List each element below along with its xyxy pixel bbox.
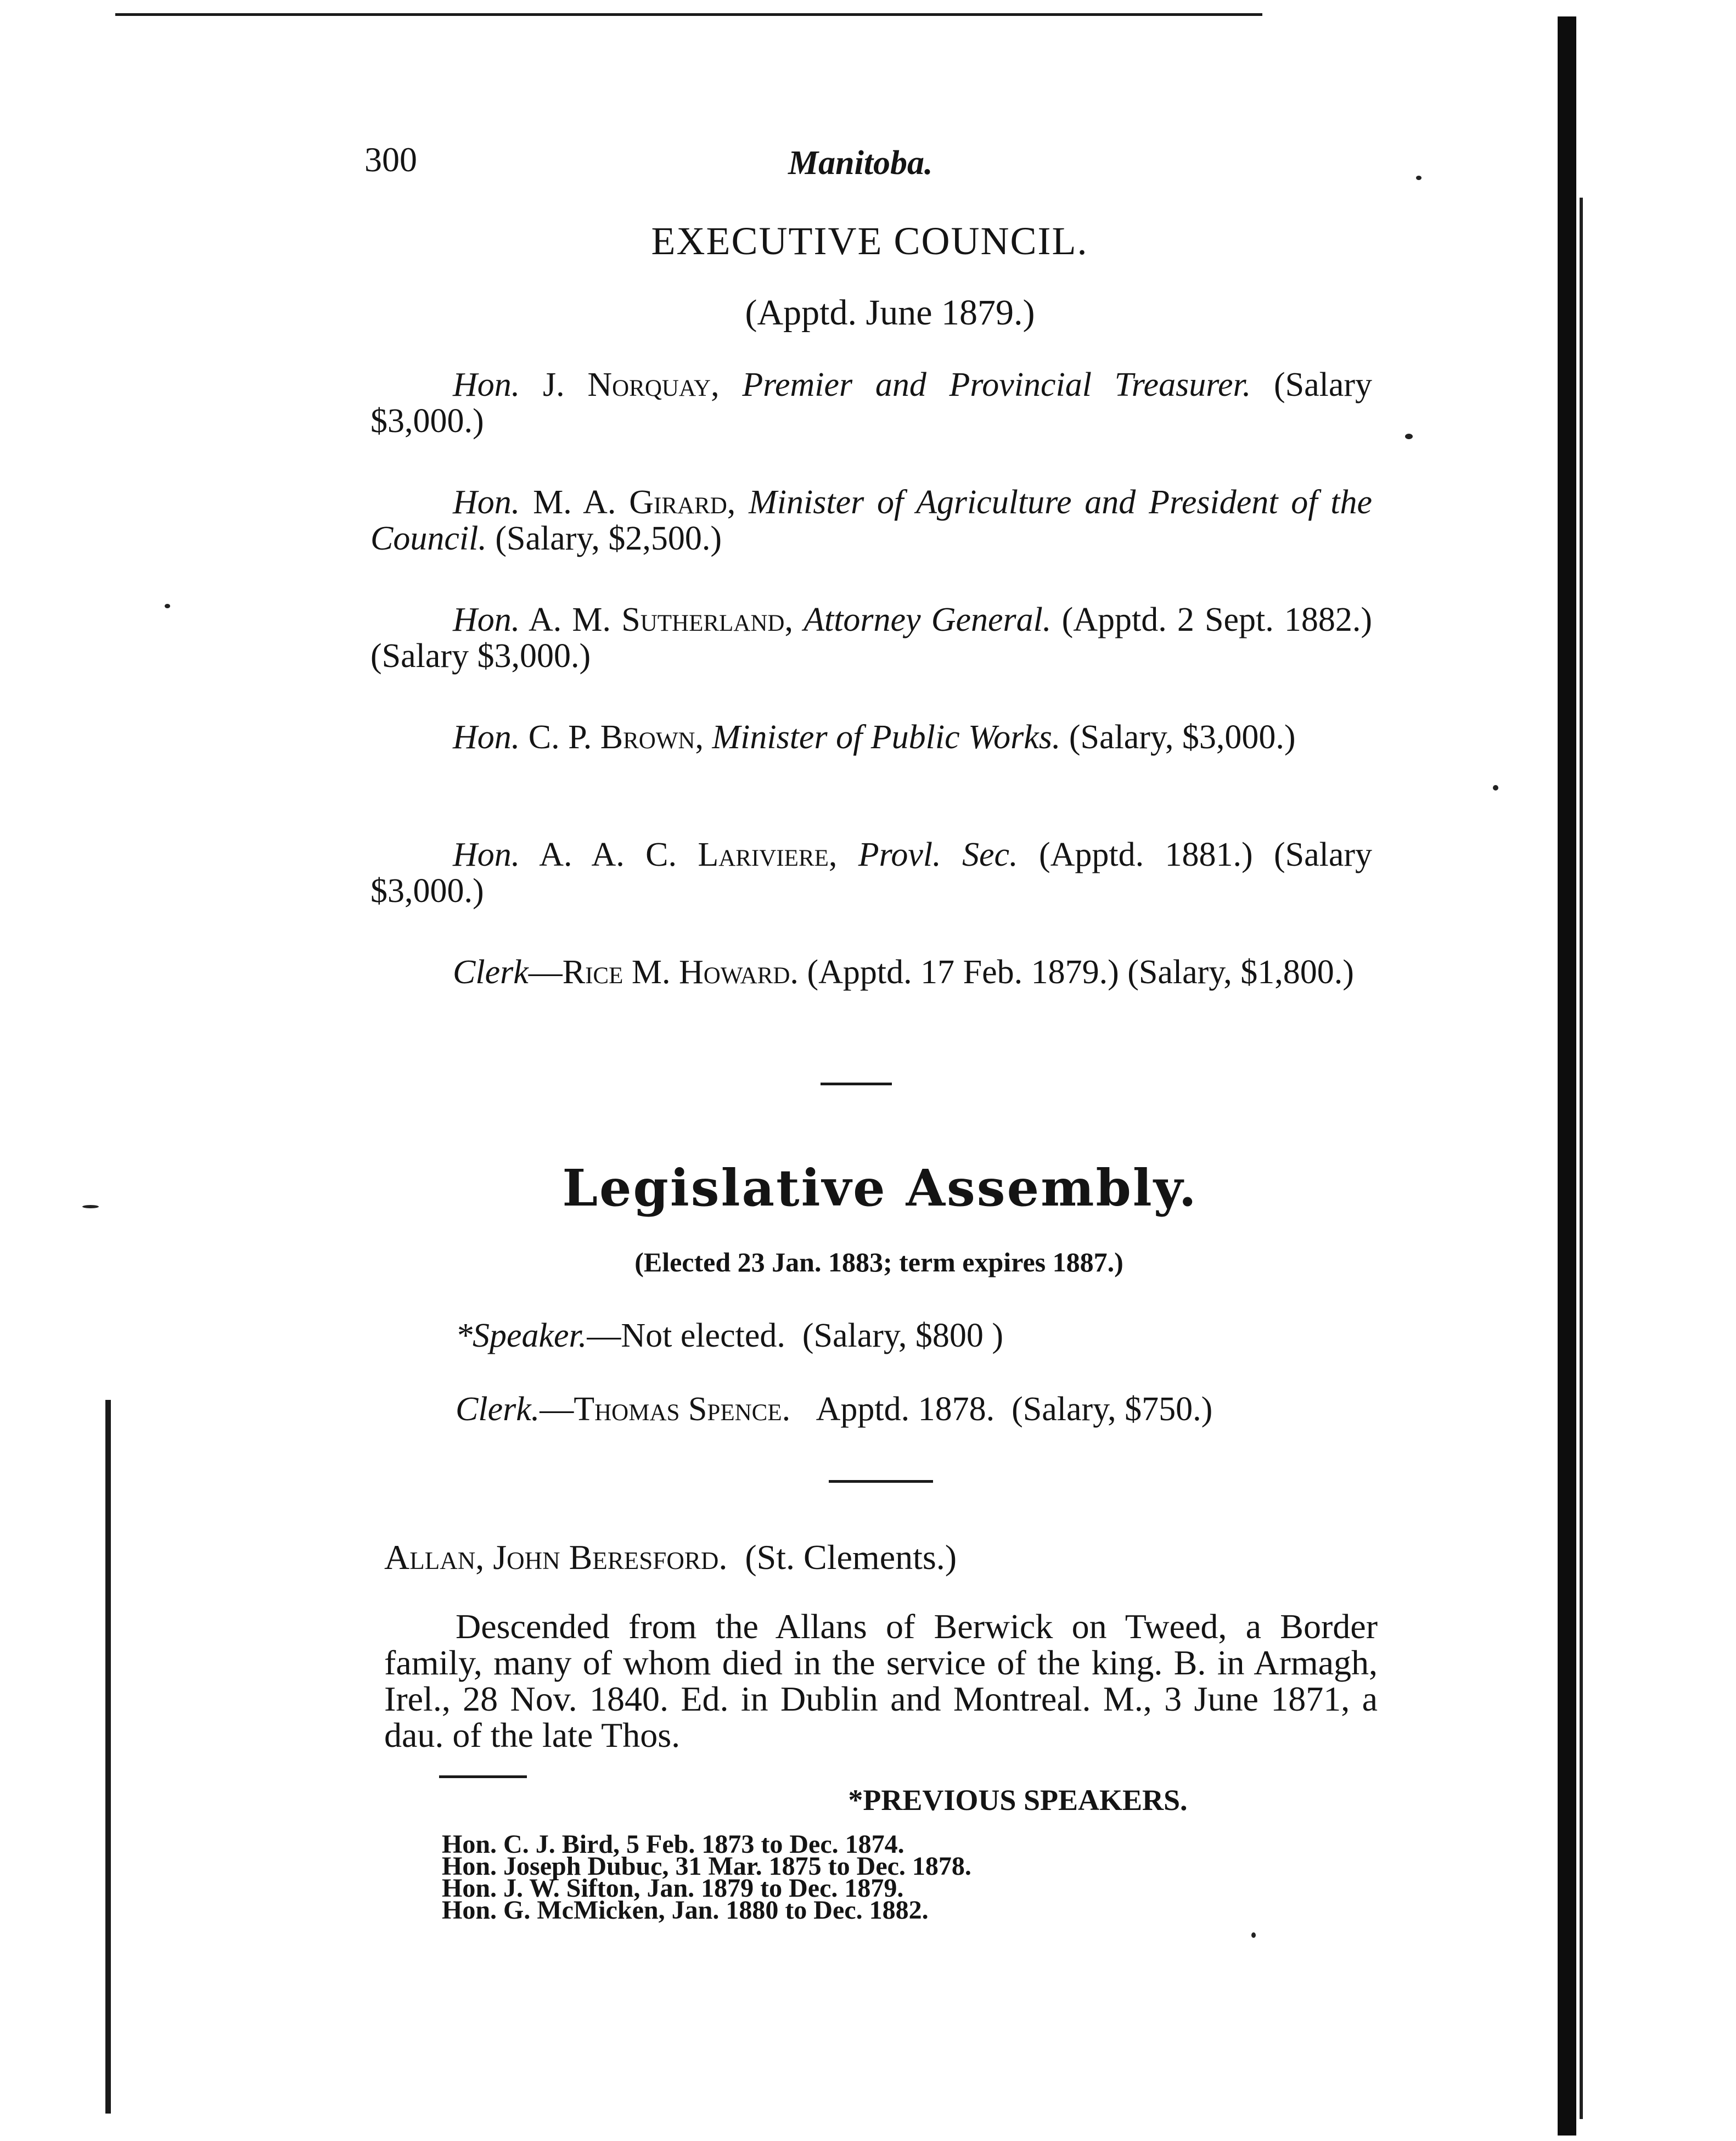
member-hon: Hon. (453, 366, 520, 403)
scan-speck (1405, 434, 1413, 439)
member-initials: A. M. (529, 601, 611, 638)
member-initials: M. A. (533, 484, 616, 521)
member-entry-constituency: (St. Clements.) (745, 1538, 957, 1577)
scan-speck (1251, 1932, 1256, 1938)
member-initials: A. A. C. (539, 836, 677, 873)
member-surname: Brown, (600, 719, 704, 756)
page-number: 300 (364, 140, 417, 179)
member-hon: Hon. (453, 719, 520, 756)
clerk-dash: — (528, 954, 563, 991)
council-member-brown (370, 719, 1372, 755)
member-surname: Girard, (629, 484, 736, 521)
assembly-clerk-salary: (Salary, $750.) (1012, 1391, 1213, 1428)
member-initials: J. (542, 366, 565, 403)
member-office: Premier and Provincial Treasurer. (742, 366, 1251, 403)
section-divider (821, 1083, 892, 1085)
legislative-assembly-subtitle: (Elected 23 Jan. 1883; term expires 1887.) (634, 1247, 1123, 1277)
previous-speaker-item: Hon. J. W. Sifton, Jan. 1879 to Dec. 1879. (442, 1874, 904, 1903)
footnote-divider (439, 1775, 527, 1778)
scan-speck (1416, 176, 1422, 180)
previous-speakers-title: *PREVIOUS SPEAKERS. (848, 1784, 1188, 1817)
member-detail: (Apptd. 1881.) (Salary $3,000.) (370, 836, 1373, 910)
member-detail: (Apptd. 2 Sept. 1882.) (Salary $3,000.) (370, 601, 1373, 675)
member-heading (384, 1537, 957, 1578)
scan-speck (1493, 785, 1498, 791)
speaker-salary: (Salary, $800 ) (802, 1317, 1004, 1354)
clerk-detail: (Apptd. 17 Feb. 1879.) (Salary, $1,800.) (807, 954, 1354, 991)
member-office: Minister of Agriculture and President of the Council. (370, 484, 1373, 557)
member-surname: Lariviere, (698, 836, 838, 873)
previous-speakers-list (442, 1830, 971, 1925)
clerk-name: Rice M. Howard. (562, 954, 799, 991)
section-divider (829, 1480, 933, 1483)
member-entry-name: Allan, John Beresford. (384, 1538, 728, 1577)
speaker-text: —Not elected. (587, 1317, 785, 1354)
member-office: Provl. Sec. (858, 836, 1018, 873)
council-member-lariviere (370, 837, 1372, 909)
member-hon: Hon. (453, 484, 520, 521)
member-biography (384, 1608, 1378, 1753)
member-hon: Hon. (453, 836, 520, 873)
member-office: Attorney General. (804, 601, 1052, 638)
council-clerk (370, 954, 1372, 990)
speaker-line (456, 1316, 1003, 1355)
council-member-girard (370, 484, 1372, 557)
member-surname: Norquay, (587, 366, 720, 403)
legislative-assembly-title: Legislative Assembly. (562, 1158, 1198, 1218)
member-surname: Sutherland, (621, 601, 793, 638)
executive-council-title: EXECUTIVE COUNCIL. (651, 219, 1088, 263)
member-office: Minister of Public Works. (712, 719, 1061, 756)
previous-speaker-item: Hon. G. McMicken, Jan. 1880 to Dec. 1882. (442, 1896, 929, 1925)
clerk-label: Clerk (453, 954, 529, 991)
speaker-label: *Speaker. (456, 1317, 587, 1354)
scan-left-edge (105, 1400, 111, 2114)
member-entry-bio: Descended from the Allans of Berwick on Tweed, a Border family, many of whom died in the service of the king. B. in Armagh, Irel., 28 Nov. 1840. Ed. in Dublin and Montreal. M., 3 June 1871, a dau. of the late Thos. (384, 1607, 1378, 1755)
assembly-clerk-name: —Thomas Spence. (540, 1391, 791, 1428)
member-detail: (Salary $3,000.) (370, 366, 1373, 440)
member-hon: Hon. (453, 601, 520, 638)
member-detail: (Salary, $3,000.) (1069, 719, 1296, 756)
previous-speaker-item: Hon. C. J. Bird, 5 Feb. 1873 to Dec. 1874. (442, 1830, 904, 1859)
previous-speaker-item: Hon. Joseph Dubuc, 31 Mar. 1875 to Dec. 1878. (442, 1852, 971, 1881)
assembly-clerk-line (456, 1390, 1212, 1429)
member-initials: C. P. (528, 719, 592, 756)
scan-top-rule (115, 13, 1262, 16)
council-member-norquay (370, 367, 1372, 439)
scan-right-edge (1558, 16, 1576, 2136)
assembly-clerk-apptd: Apptd. 1878. (816, 1391, 995, 1428)
assembly-clerk-label: Clerk. (456, 1391, 540, 1428)
scan-speck (165, 604, 170, 608)
executive-council-appointed: (Apptd. June 1879.) (745, 293, 1035, 333)
member-detail: (Salary, $2,500.) (495, 520, 722, 557)
council-member-sutherland (370, 602, 1372, 674)
running-title: Manitoba. (788, 144, 933, 182)
